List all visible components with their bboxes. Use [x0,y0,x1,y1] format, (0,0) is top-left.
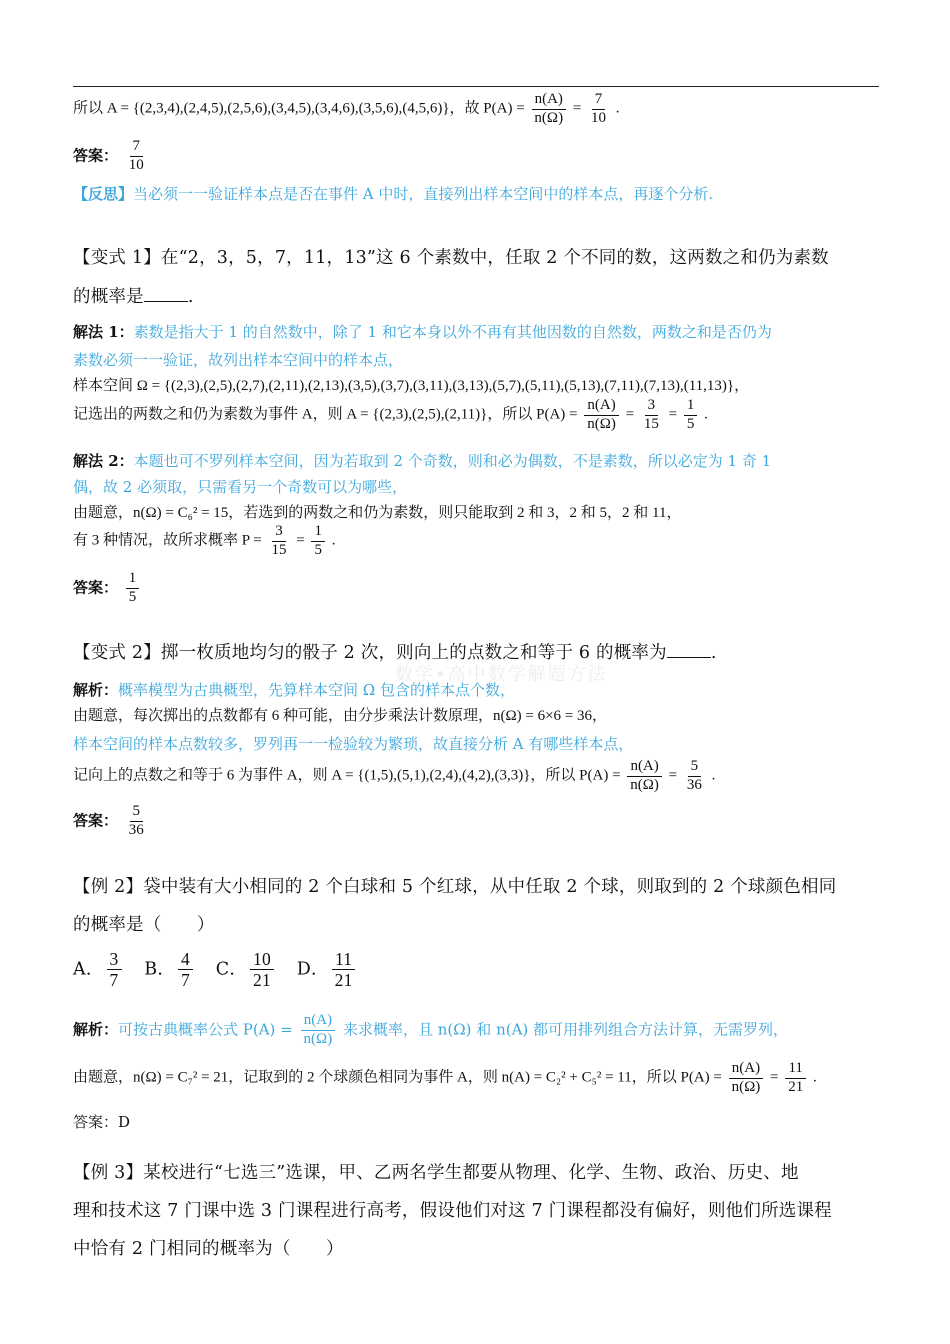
fraction-na-nomega: $\frac{n(A)}{n(\Omega)}$ [531,92,566,127]
reflection-text: 当必须一一验证样本点是否在事件 A 中时，直接列出样本空间中的样本点，再逐个分析. [133,185,714,203]
sample-space-line: 样本空间 Ω = {(2,3),(2,5),(2,7),(2,11),(2,13),(3,5),(3,7),(3,11),(3,13),(5,7),(5,11),(5,13),(7,11),(7,13),(11,13)}， [73,378,750,394]
variant1-solution2-line2: 偶，故 2 必须取，只需看另一个奇数可以为哪些， [73,478,408,496]
variant2-question: 【变式 2】掷一枚质地均匀的骰子 2 次，则向上的点数之和等于 6 的概率为 . [73,643,717,663]
variant1-solution1-line4: 记选出的两数之和仍为素数为事件 A，则 A = {(2,3),(2,5),(2,11)}，所以 P(A) = $\frac{n(A)}{n(\Omega)}$ = $\frac{3}{15}$ = $\frac{1}{5}$ . [73,397,708,432]
watermark: 数学•高中数学解题方法 [395,664,608,685]
variant1-question-line1: 【变式 1】在“2，3，5，7，11，13”这 6 个素数中，任取 2 个不同的数，这两数之和仍为素数 [73,248,829,268]
reflection [73,183,713,204]
example2-options [73,950,373,990]
variant1-solution1-line2: 素数必须一一验证，故列出样本空间中的样本点， [73,351,404,369]
option-d: D． $\frac{11}{21}$ [297,950,359,990]
header-rule [73,86,879,87]
variant1-solution2-line3: 由题意，n(Ω) = C₆² = 15，若选到的两数之和仍为素数，则只能取到 2 和 3，2 和 5，2 和 11， [73,505,682,521]
answer-2: 答案： $\frac{1}{5}$ [73,571,142,606]
option-a: A． $\frac{3}{7}$ [73,950,125,990]
solution-label: 解法 1： [73,323,134,341]
analysis-label: 解析： [73,1020,119,1039]
example3-question-line2: 理和技术这 7 门课中选 3 门课程进行高考，假设他们对这 7 门课程都没有偏好，则他们所选课程 [73,1201,832,1221]
example2-question-line2: 的概率是（ ） [73,915,215,935]
reflection-label: 【反思】 [73,185,134,203]
variant2-analysis-line2: 由题意，每次掷出的点数都有 6 种可能，由分步乘法计数原理，n(Ω) = 6×6 = 36， [73,708,608,724]
example2-analysis-line1: 解析：可按古典概率公式 P(A) = $\frac{n(A)}{n(\Omega)}$ 来求概率，且 n(Ω) 和 n(A) 都可用排列组合方法计算，无需罗列， [73,1012,789,1047]
answer-fraction: $\frac{7}{10}$ [128,138,144,173]
answer-blank [144,287,188,302]
answer-label: 答案： [73,146,119,165]
variant2-analysis-line4: 记向上的点数之和等于 6 为事件 A，则 A = {(1,5),(5,1),(2,4),(4,2),(3,3)}，所以 P(A) = $\frac{n(A)}{n(\Omega)}$ = $\frac{5}{36}$ . [73,758,716,793]
variant2-analysis-line3: 样本空间的样本点数较多，罗列再一一检验较为繁琐，故直接分析 A 有哪些样本点， [73,735,634,753]
option-c: C． $\frac{10}{21}$ [216,950,277,990]
set-a-text: 所以 A = {(2,3,4),(2,4,5),(2,5,6),(3,4,5),(3,4,6),(3,5,6),(4,5,6)}，故 P(A) = [73,100,525,117]
variant1-solution2-line4: 有 3 种情况，故所求概率 P = $\frac{3}{15}$ = $\frac{1}{5}$ . [73,523,336,558]
example2-question-line1: 【例 2】袋中装有大小相同的 2 个白球和 5 个红球，从中任取 2 个球，则取到的 2 个球颜色相同 [73,877,837,897]
fraction-result: $\frac{7}{10}$ [591,91,607,126]
variant2-analysis-line1: 解析：概率模型为古典概型，先算样本空间 Ω 包含的样本点个数， [73,681,515,699]
example2-analysis-line2: 由题意，n(Ω) = C₇² = 21，记取到的 2 个球颜色相同为事件 A，则 n(A) = C₂² + C₅² = 11，所以 P(A) = $\frac{n(A)}{n(\Omega)}$ = $\frac{11}{21}$ . [73,1060,817,1095]
set-a-line: 所以 A = {(2,3,4),(2,4,5),(2,5,6),(3,4,5),(3,4,6),(3,5,6),(4,5,6)}，故 P(A) = $\frac{n(A)}{n(\Omega)}$ = $\frac{7}{10}$ . [73,91,620,126]
variant1-solution1-line1: 解法 1：素数是指大于 1 的自然数中，除了 1 和它本身以外不再有其他因数的自然数，两数之和是否仍为 [73,323,772,341]
answer-blank [667,643,711,658]
variant1-question-line2: 的概率是 . [73,287,194,307]
option-b: B． $\frac{4}{7}$ [144,950,196,990]
example3-question-line1: 【例 3】某校进行“七选三”选课，甲、乙两名学生都要从物理、化学、生物、政治、历史、地 [73,1163,799,1183]
solution-label: 解法 2： [73,452,134,470]
answer-3: 答案： $\frac{5}{36}$ [73,803,144,838]
answer-4: 答案：D [73,1113,131,1131]
answer-1 [73,139,150,174]
variant1-solution2-line1: 解法 2：本题也可不罗列样本空间，因为若取到 2 个奇数，则和必为偶数，不是素数，所以必定为 1 奇 1 [73,452,772,470]
analysis-label: 解析： [73,681,119,699]
example3-question-line3: 中恰有 2 门相同的概率为（ ） [73,1239,344,1259]
